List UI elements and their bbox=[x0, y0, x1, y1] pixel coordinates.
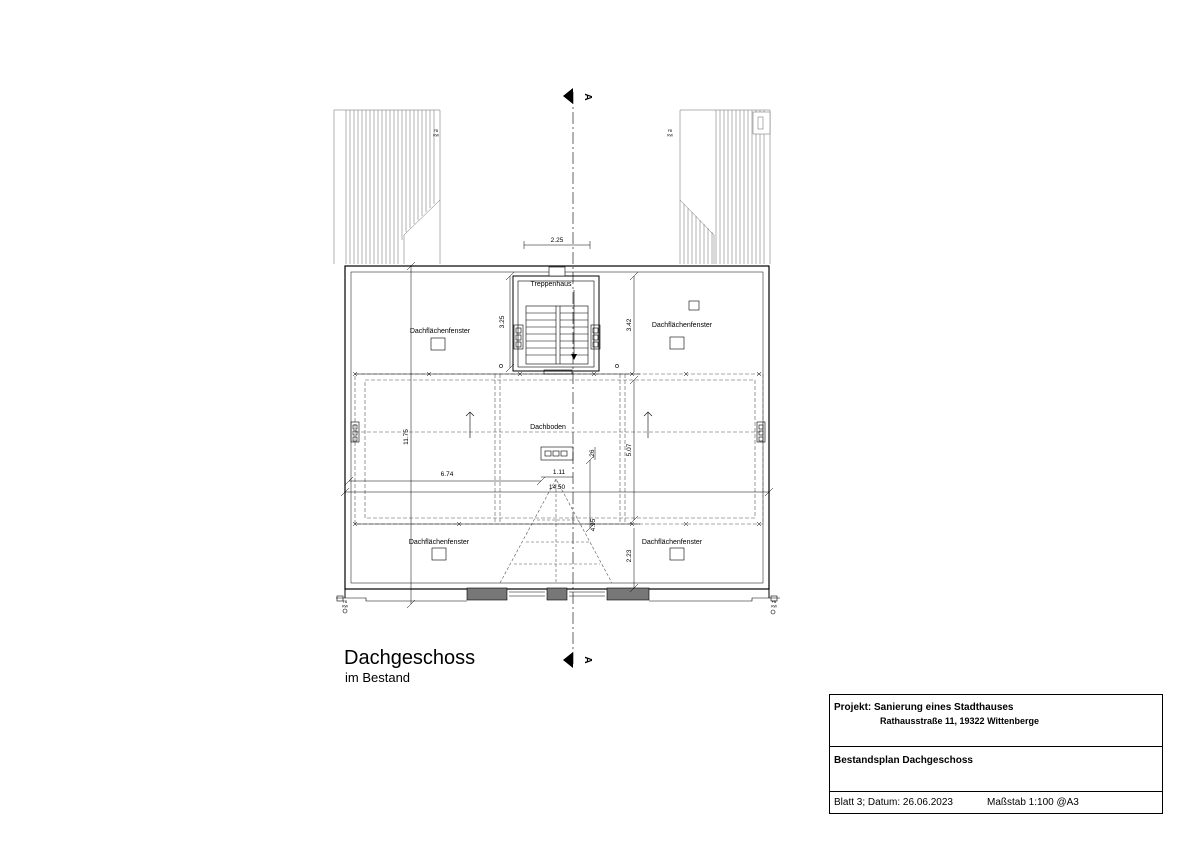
sheet-scale: Maßstab 1:100 @A3 bbox=[987, 797, 1079, 808]
neighbor-label-left-line-1: RW bbox=[433, 133, 439, 138]
neighbor-label-right-line-1: RW bbox=[667, 133, 673, 138]
dim-stair-width: 2.25 bbox=[550, 237, 564, 244]
chimney bbox=[541, 447, 573, 460]
south-facade bbox=[336, 588, 780, 614]
drawing-subtitle: im Bestand bbox=[345, 670, 411, 685]
neighbor-label-left-line-0: FB bbox=[433, 129, 439, 133]
dim-chimney-depth: .26 bbox=[589, 449, 596, 459]
dim-south-right: 2.23 bbox=[626, 549, 633, 563]
dim-total-width: 14.50 bbox=[548, 484, 566, 491]
roof-structure-dashed bbox=[355, 374, 763, 524]
section-marker-bottom-label: A bbox=[582, 656, 593, 664]
dim-center-depth: 5.07 bbox=[626, 443, 633, 457]
room-label-attic: Dachboden bbox=[530, 424, 566, 431]
project-label: Projekt: Sanierung eines Stadthauses bbox=[834, 702, 1014, 713]
slope-arrow-left-icon bbox=[466, 412, 474, 438]
roof-window-sw bbox=[432, 548, 446, 560]
facade-label-left-line-0: FB bbox=[342, 600, 348, 604]
title-block-project-row bbox=[830, 695, 1162, 747]
facade-label-left-line-1: RW bbox=[342, 604, 348, 609]
slope-arrow-right-icon bbox=[644, 412, 652, 438]
section-marker-top-label: A bbox=[582, 93, 593, 101]
room-label-window-ne: Dachflächenfenster bbox=[651, 322, 713, 329]
room-label-window-sw: Dachflächenfenster bbox=[408, 539, 470, 546]
facade-label-right-line-1: RW bbox=[771, 604, 777, 609]
sheet-info: Blatt 3; Datum: 26.06.2023 bbox=[834, 797, 953, 808]
section-marker-top-icon bbox=[563, 88, 573, 104]
dim-chimney-width: 1.11 bbox=[552, 469, 566, 476]
dim-south-depth: 4.95 bbox=[590, 518, 597, 532]
room-label-stair: Treppenhaus bbox=[530, 281, 572, 288]
roof-window-nw bbox=[431, 338, 445, 350]
facade-label-right-line-0: FB bbox=[771, 600, 777, 604]
title-block bbox=[829, 694, 1163, 814]
north-neighbor-roof-right bbox=[680, 110, 770, 264]
beam-markers bbox=[353, 372, 761, 526]
north-neighbor-roof-left bbox=[334, 110, 440, 264]
title-block-sheet-row bbox=[830, 747, 1162, 792]
room-label-window-se: Dachflächenfenster bbox=[641, 539, 703, 546]
roof-window-se bbox=[670, 548, 684, 560]
section-marker-bottom-icon bbox=[563, 652, 573, 668]
room-label-window-nw: Dachflächenfenster bbox=[409, 328, 471, 335]
neighbor-label-right-line-0: FB bbox=[667, 129, 673, 133]
dim-north-right: 3.42 bbox=[626, 318, 633, 332]
dim-stair-depth: 3.25 bbox=[499, 315, 506, 329]
drawing-title: Dachgeschoss bbox=[344, 647, 476, 669]
dim-total-depth: 11.75 bbox=[403, 429, 410, 445]
sheet-name: Bestandsplan Dachgeschoss bbox=[834, 755, 973, 766]
dim-left-to-axis: 6.74 bbox=[440, 471, 454, 478]
project-address: Rathausstraße 11, 19322 Wittenberge bbox=[880, 716, 1039, 726]
title-block-info-row bbox=[830, 792, 1162, 815]
